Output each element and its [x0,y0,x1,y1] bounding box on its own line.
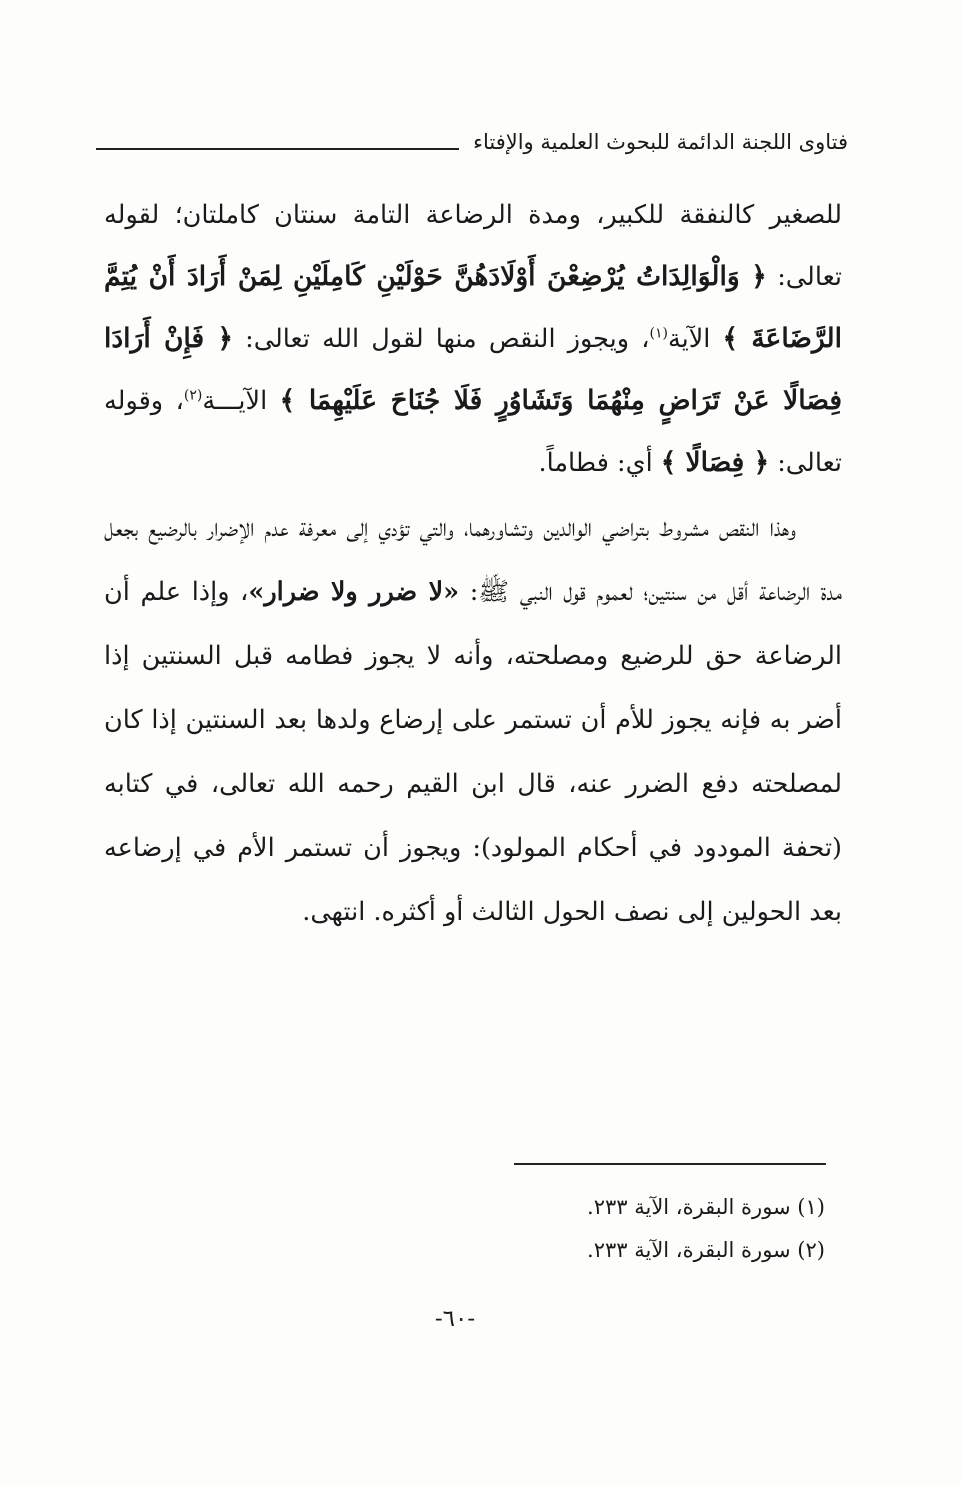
footnote-ref-2: (٢) [183,387,203,404]
page-number: -٦٠- [434,1306,476,1332]
quran-verse-1: ﴿ وَالْوَالِدَاتُ يُرْضِعْنَ أَوْلَادَهُنَّ حَوْلَيْنِ كَامِلَيْنِ لِمَنْ أَرَادَ أَنْ يُتِمَّ الرَّضَاعَةَ ﴾ [104,261,842,354]
footnote-1: (١) سورة البقرة، الآية ٢٣٣. [587,1195,825,1219]
text-segment: للصغير كالنفقة للكبير، ومدة الرضاعة التامة سنتان كاملتان؛ لقوله تعالى: [104,200,842,292]
paragraph-2 [104,496,842,944]
text-segment: ، وقوله تعالى: [104,386,842,478]
text-segment: الآيـــة [202,386,280,416]
text-segment: ، ويجوز النقص منها لقول الله تعالى: [233,324,650,354]
text-segment: الآية [667,324,723,354]
header-rule [96,148,459,150]
paragraph-1 [104,184,842,494]
quran-verse-2: ﴿ فَإِنْ أَرَادَا فِصَالًا عَنْ تَرَاضٍ مِنْهُمَا وَتَشَاوُرٍ فَلَا جُنَاحَ عَلَيْهِمَا ﴾ [104,323,842,416]
main-text [104,184,842,944]
text-segment: أي: فطاماً. [538,448,661,478]
running-header [96,122,848,162]
hadith-quote: «لا ضرر ولا ضرار» [248,577,460,607]
footnote-2: (٢) سورة البقرة، الآية ٢٣٣. [587,1238,825,1262]
text-segment: وهذا النقص مشروط بتراضي الوالدين وتشاورهما، والتي تؤدي إلى معرفة عدم الإضرار بالرضيع بجعل مدة الرضاعة أقل من سنتين؛ لعموم قول النبي ﷺ: [104,513,842,607]
footnotes [480,1186,825,1272]
text-segment: ، وإذا علم أن الرضاعة حق للرضيع ومصلحته، وأنه لا يجوز فطامه قبل السنتين إذا أضر به فإنه يجوز للأم أن تستمر على إرضاع ولدها بعد السنتين إذا كان لمصلحته دفع الضرر عنه، قال ابن القيم رحمه الله تعالى، في كتابه (تحفة المودود في أحكام المولود): ويجوز أن تستمر الأم في إرضاعه بعد الحولين إلى نصف الحول الثالث أو أكثره. انتهى. [104,577,842,927]
header-title: فتاوى اللجنة الدائمة للبحوث العلمية والإفتاء [473,130,848,154]
footnote-ref-1: (١) [649,325,668,342]
footnote-separator [514,1163,826,1165]
quran-verse-3: ﴿ فِصَالًا ﴾ [660,447,770,478]
